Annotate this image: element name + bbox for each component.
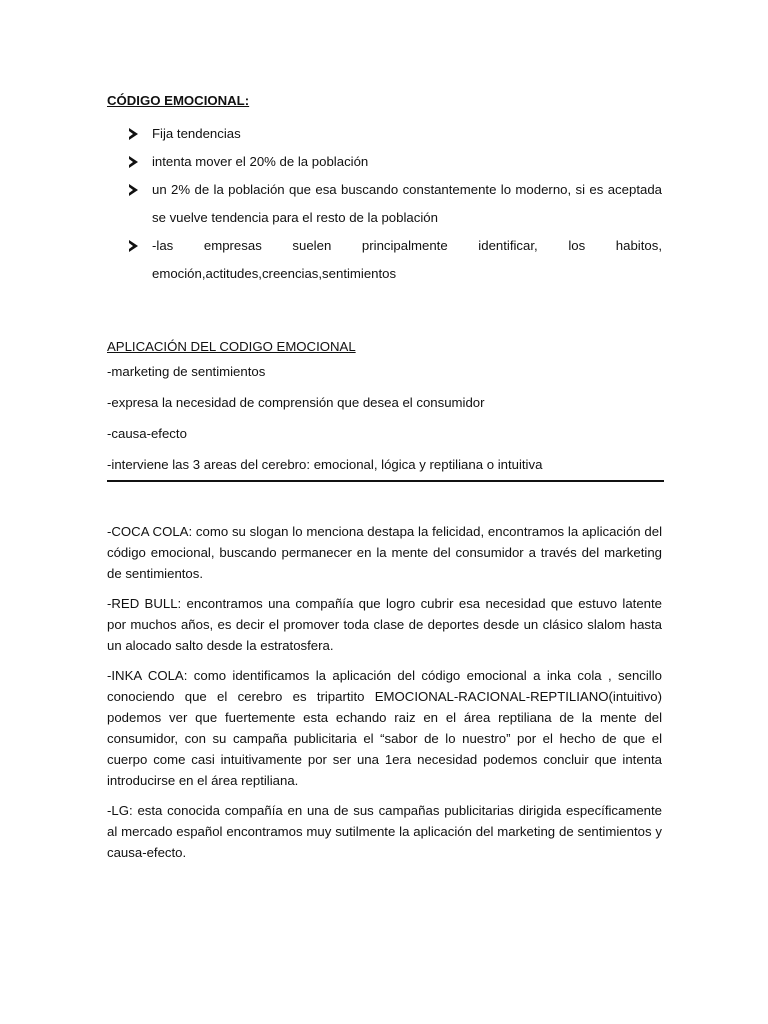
dash-line-item: -expresa la necesidad de comprensión que desea el consumidor (107, 395, 485, 410)
list-item (107, 120, 662, 148)
dash-line-item: -marketing de sentimientos (107, 364, 266, 379)
bullet-text: -las empresas suelen principalmente identificar, los habitos, emoción,actitudes,creencias,sentimientos (152, 238, 662, 281)
section-title-codigo-emocional: CÓDIGO EMOCIONAL: (107, 93, 250, 108)
paragraph-red-bull: -RED BULL: encontramos una compañía que logro cubrir esa necesidad que estuvo latente por muchos años, es decir el promover toda clase de deportes desde un clásico slalom hasta un alocado salto desde la estratosfera. (107, 596, 662, 653)
list-item (107, 176, 662, 232)
arrow-bullet-icon (129, 128, 138, 140)
dash-line-item: -interviene las 3 areas del cerebro: emocional, lógica y reptiliana o intuitiva (107, 457, 543, 472)
dash-line-item: -causa-efecto (107, 426, 187, 441)
codigo-emocional-bullet-list (107, 120, 662, 288)
bullet-text: Fija tendencias (152, 126, 241, 141)
aplicacion-section (107, 338, 662, 482)
bullet-text: intenta mover el 20% de la población (152, 154, 369, 169)
section-title-aplicacion: APLICACIÓN DEL CODIGO EMOCIONAL (107, 339, 356, 354)
arrow-bullet-icon (129, 184, 138, 196)
document-content (107, 92, 662, 872)
bullet-text: un 2% de la población que esa buscando constantemente lo moderno, si es aceptada se vuelve tendencia para el resto de la población (152, 182, 662, 225)
paragraph-coca-cola: -COCA COLA: como su slogan lo menciona destapa la felicidad, encontramos la aplicación del código emocional, buscando permanecer en la mente del consumidor a través del marketing de sentimientos. (107, 524, 662, 581)
arrow-bullet-icon (129, 156, 138, 168)
brand-examples (107, 521, 662, 863)
horizontal-divider (107, 480, 664, 482)
paragraph-lg: -LG: esta conocida compañía en una de sus campañas publicitarias dirigida específicamente al mercado español encontramos muy sutilmente la aplicación del marketing de sentimientos y causa-efecto. (107, 803, 662, 860)
arrow-bullet-icon (129, 240, 138, 252)
list-item (107, 148, 662, 176)
list-item (107, 232, 662, 288)
paragraph-inka-cola: -INKA COLA: como identificamos la aplicación del código emocional a inka cola , sencillo conociendo que el cerebro es tripartito EMOCIONAL-RACIONAL-REPTILIANO(intuitivo) podemos ver que fuertemente esta echando raiz en el área reptiliana de la mente del consumidor, con su campaña publicitaria el “sabor de lo nuestro” por el hecho de que el cuerpo come casi intuitivamente por ser una 1era necesidad podemos concluir que intenta introducirse en el área reptiliana. (107, 668, 662, 788)
